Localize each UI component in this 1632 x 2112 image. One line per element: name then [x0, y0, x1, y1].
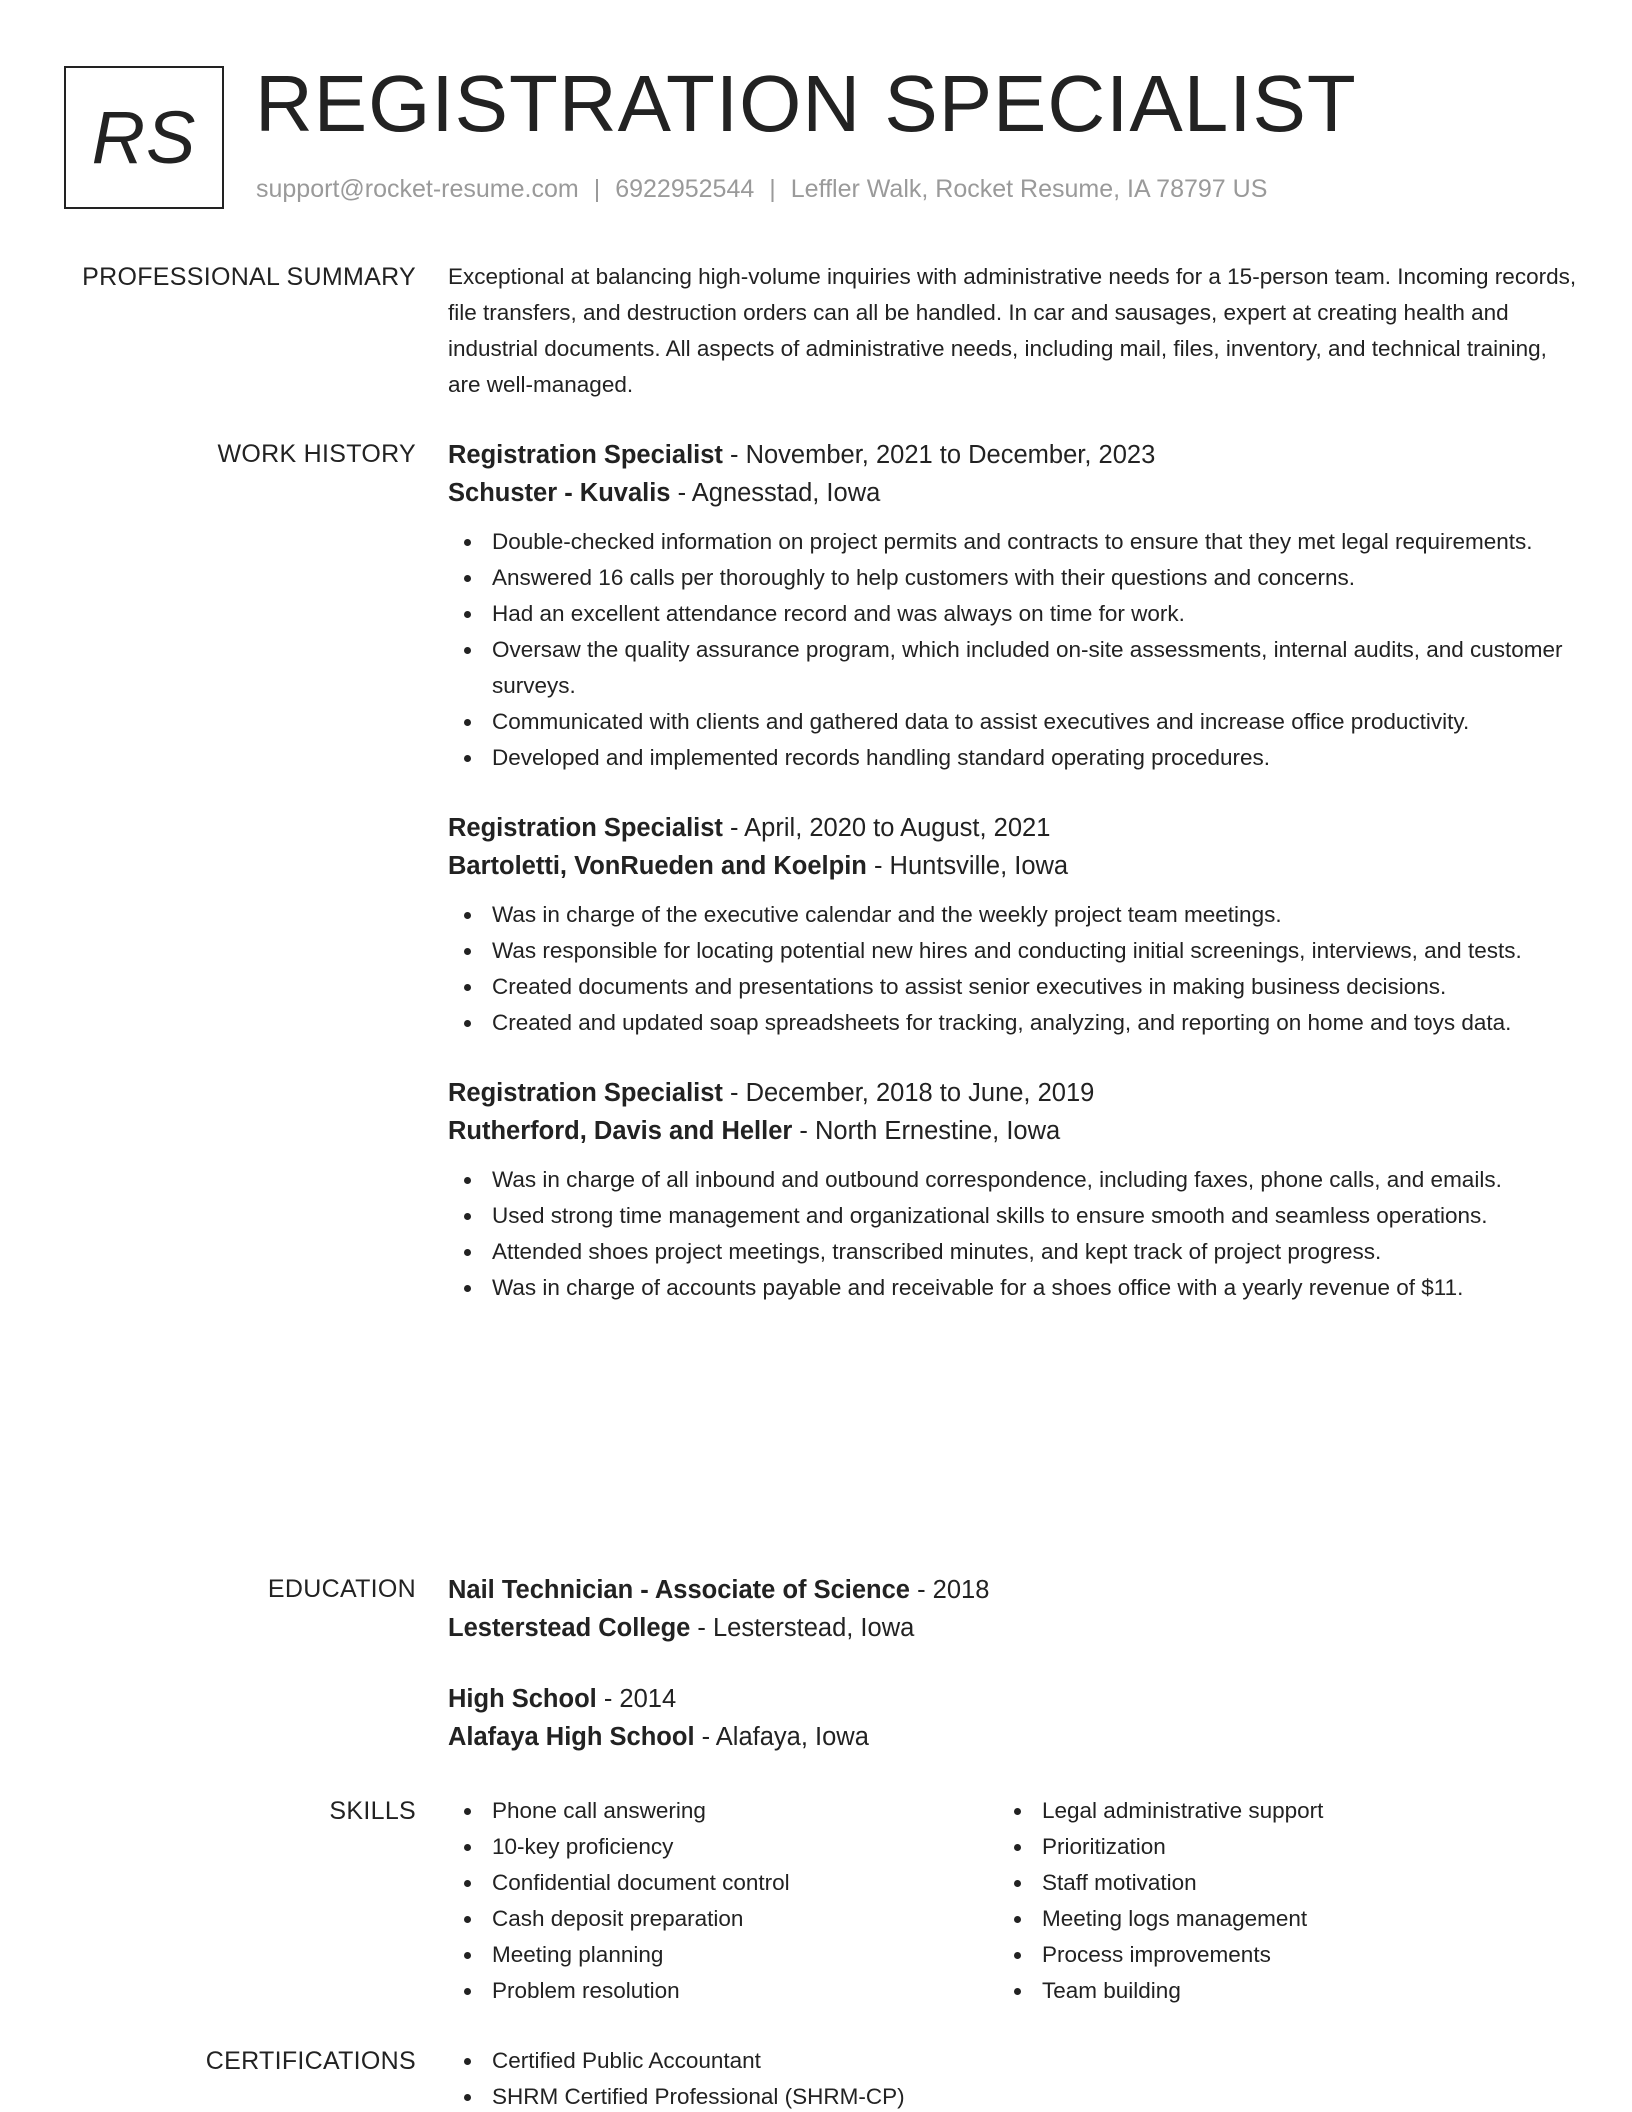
- job-dates: - November, 2021 to December, 2023: [722, 441, 1156, 469]
- job-bullet: Oversaw the quality assurance program, which included on-site assessments, internal audits, and customer surveys.: [448, 632, 1578, 704]
- job-bullet: Double-checked information on project permits and contracts to ensure that they met legal requirements.: [448, 524, 1578, 560]
- education-degree-line: [448, 1680, 1578, 1718]
- job-location: - Agnesstad, Iowa: [670, 479, 881, 507]
- education-school-line: [448, 1609, 1578, 1647]
- education-entry: [448, 1571, 1578, 1647]
- skill-item: Team building: [998, 1973, 1548, 2009]
- job-bullet: Was in charge of the executive calendar and the weekly project team meetings.: [448, 897, 1578, 933]
- job-location: - Huntsville, Iowa: [866, 852, 1069, 880]
- contact-separator: |: [769, 175, 776, 203]
- resume-header: [64, 59, 1564, 212]
- job-bullets: [448, 524, 1578, 776]
- skill-item: Meeting planning: [448, 1937, 998, 1973]
- education-degree-line: [448, 1571, 1578, 1609]
- summary-text: Exceptional at balancing high-volume inquiries with administrative needs for a 15-person team. Incoming records, file transfers, and destruction orders can all be handled. In car and sausages, expert at creating health and industrial documents. All aspects of administrative needs, including mail, files, inventory, and technical training, are well-managed.: [448, 264, 1577, 397]
- job-bullet: Answered 16 calls per thoroughly to help customers with their questions and concerns.: [448, 560, 1578, 596]
- skills-label: SKILLS: [329, 1797, 416, 1825]
- work-history-label: WORK HISTORY: [217, 440, 416, 468]
- job-title-line: [448, 809, 1578, 847]
- job-company-line: [448, 1112, 1578, 1150]
- education-degree: Nail Technician - Associate of Science: [448, 1576, 910, 1604]
- education-school: Alafaya High School: [448, 1723, 695, 1751]
- job-bullet: Created documents and presentations to assist senior executives in making business decisions.: [448, 969, 1578, 1005]
- contact-phone[interactable]: 6922952544: [615, 175, 755, 203]
- skill-item: Cash deposit preparation: [448, 1901, 998, 1937]
- job-dates: - December, 2018 to June, 2019: [722, 1079, 1095, 1107]
- certifications-label: CERTIFICATIONS: [205, 2047, 416, 2075]
- job-entry: [448, 1074, 1578, 1306]
- skills-column-left: [448, 1793, 998, 2009]
- contact-email[interactable]: support@rocket-resume.com: [256, 175, 579, 203]
- monogram-box: [64, 66, 224, 209]
- education-entry: [448, 1680, 1578, 1756]
- job-bullet: Used strong time management and organizational skills to ensure smooth and seamless operations.: [448, 1198, 1578, 1234]
- summary-label: PROFESSIONAL SUMMARY: [82, 263, 416, 291]
- skill-item: Prioritization: [998, 1829, 1548, 1865]
- job-company-line: [448, 474, 1578, 512]
- skill-item: Legal administrative support: [998, 1793, 1548, 1829]
- job-company: Rutherford, Davis and Heller: [448, 1117, 793, 1145]
- education-year: - 2018: [910, 1576, 990, 1604]
- job-dates: - April, 2020 to August, 2021: [722, 814, 1051, 842]
- job-bullets: [448, 1162, 1578, 1306]
- job-company-line: [448, 847, 1578, 885]
- summary-body: [448, 259, 1578, 403]
- job-title: Registration Specialist: [448, 814, 723, 842]
- resume-title: REGISTRATION SPECIALIST: [255, 59, 1357, 148]
- job-entry: [448, 436, 1578, 776]
- contact-separator: |: [593, 175, 601, 203]
- certifications-list: [448, 2043, 1578, 2112]
- contact-line: [256, 174, 1267, 204]
- certification-item: Certified Public Accountant: [448, 2043, 1578, 2079]
- skill-item: Confidential document control: [448, 1865, 998, 1901]
- education-location: - Alafaya, Iowa: [694, 1723, 869, 1751]
- skill-item: 10-key proficiency: [448, 1829, 998, 1865]
- job-title-line: [448, 1074, 1578, 1112]
- education-degree: High School: [448, 1685, 597, 1713]
- education-body: [448, 1571, 1578, 1789]
- skill-item: Staff motivation: [998, 1865, 1548, 1901]
- monogram-initials: RS: [91, 96, 197, 179]
- job-bullet: Communicated with clients and gathered data to assist executives and increase office productivity.: [448, 704, 1578, 740]
- certifications-body: [448, 2043, 1578, 2112]
- job-bullet: Attended shoes project meetings, transcribed minutes, and kept track of project progress.: [448, 1234, 1578, 1270]
- skill-item: Problem resolution: [448, 1973, 998, 2009]
- skill-item: Phone call answering: [448, 1793, 998, 1829]
- skills-body: [448, 1793, 1578, 2009]
- job-bullet: Had an excellent attendance record and was always on time for work.: [448, 596, 1578, 632]
- job-title: Registration Specialist: [448, 1079, 723, 1107]
- job-location: - North Ernestine, Iowa: [792, 1117, 1061, 1145]
- skills-column-right: [998, 1793, 1548, 2009]
- job-company: Schuster - Kuvalis: [448, 479, 671, 507]
- education-school: Lesterstead College: [448, 1614, 691, 1642]
- job-company: Bartoletti, VonRueden and Koelpin: [448, 852, 867, 880]
- job-title: Registration Specialist: [448, 441, 723, 469]
- skills-grid: [448, 1793, 1578, 2009]
- skill-item: Process improvements: [998, 1937, 1548, 1973]
- job-bullet: Was responsible for locating potential new hires and conducting initial screenings, interviews, and tests.: [448, 933, 1578, 969]
- job-bullets: [448, 897, 1578, 1041]
- job-bullet: Developed and implemented records handling standard operating procedures.: [448, 740, 1578, 776]
- education-year: - 2014: [596, 1685, 677, 1713]
- job-bullet: Was in charge of accounts payable and receivable for a shoes office with a yearly revenue of $11.: [448, 1270, 1578, 1306]
- certification-item: SHRM Certified Professional (SHRM-CP): [448, 2079, 1578, 2112]
- job-bullet: Was in charge of all inbound and outbound correspondence, including faxes, phone calls, and emails.: [448, 1162, 1578, 1198]
- education-label: EDUCATION: [267, 1575, 416, 1603]
- work-history-body: [448, 436, 1578, 1339]
- skill-item: Meeting logs management: [998, 1901, 1548, 1937]
- contact-address: Leffler Walk, Rocket Resume, IA 78797 US: [790, 175, 1268, 203]
- education-location: - Lesterstead, Iowa: [690, 1614, 915, 1642]
- job-bullet: Created and updated soap spreadsheets for tracking, analyzing, and reporting on home and toys data.: [448, 1005, 1578, 1041]
- education-school-line: [448, 1718, 1578, 1756]
- job-entry: [448, 809, 1578, 1041]
- job-title-line: [448, 436, 1578, 474]
